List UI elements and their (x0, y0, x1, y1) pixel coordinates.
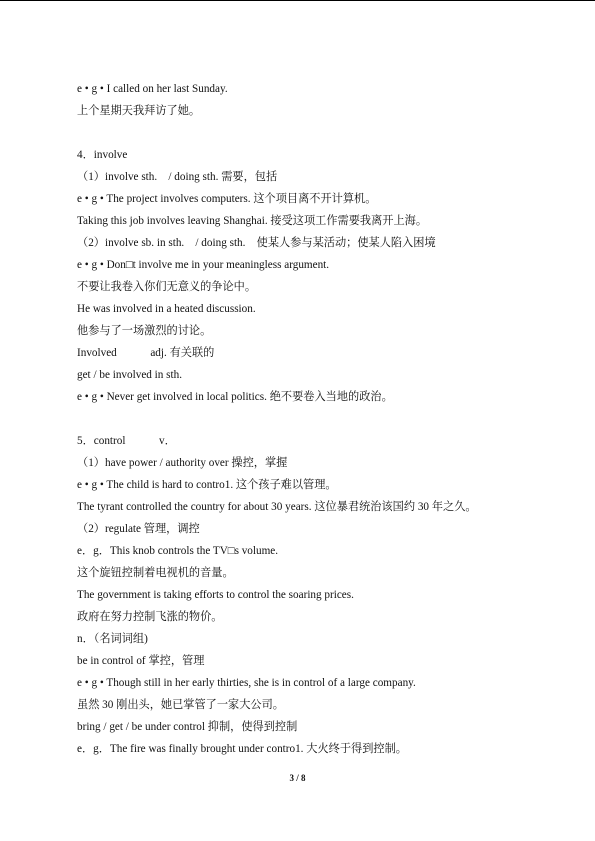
translation-line: 这个旋钮控制着电视机的音量。 (77, 567, 234, 579)
translation-line: 不要让我卷入你们无意义的争论中。 (77, 281, 257, 293)
section-gap (77, 408, 547, 430)
section-heading-control: 5．control v． (77, 435, 176, 447)
translation-line: 他参与了一场激烈的讨论。 (77, 325, 212, 337)
page-top-border (0, 0, 595, 1)
example-line: The government is taking efforts to control the soaring prices. (77, 589, 354, 601)
section-heading-involve: 4．involve (77, 149, 128, 161)
word-form-line: n．（名词词组) (77, 633, 148, 645)
example-line: Taking this job involves leaving Shanghai. 接受这项工作需要我离开上海。 (77, 215, 428, 227)
example-line: e • g • I called on her last Sunday. (77, 83, 228, 95)
example-line: e • g • Never get involved in local politics. 绝不要卷入当地的政治。 (77, 391, 393, 403)
translation-line: 上个星期天我拜访了她。 (77, 105, 201, 117)
sense-line: （1）involve sth. / doing sth. 需要，包括 (77, 171, 278, 183)
section-gap (77, 122, 547, 144)
example-line: e • g • The project involves computers. 这个项目离不开计算机。 (77, 193, 377, 205)
phrase-line: be in control of 掌控，管理 (77, 655, 205, 667)
sense-line: （2）involve sb. in sth. / doing sth. 使某人参与某活动；使某人陷入困境 (77, 237, 436, 249)
example-line: e • g • Don□t involve me in your meaningless argument. (77, 259, 330, 271)
phrase-line: bring / get / be under control 抑制，使得到控制 (77, 721, 298, 733)
example-line: The tyrant controlled the country for about 30 years. 这位暴君统治该国约 30 年之久。 (77, 501, 477, 513)
example-line: e．g．This knob controls the TV□s volume. (77, 545, 279, 557)
example-line: e．g．The fire was finally brought under contro1. 大火终于得到控制。 (77, 743, 407, 755)
translation-line: 政府在努力控制飞涨的物价。 (77, 611, 223, 623)
example-line: He was involved in a heated discussion. (77, 303, 256, 315)
document-body (77, 78, 547, 760)
example-line: e • g • The child is hard to contro1. 这个孩子难以管理。 (77, 479, 337, 491)
translation-line: 虽然 30 刚出头，她已掌管了一家大公司。 (77, 699, 284, 711)
page-number: 3 / 8 (289, 773, 306, 783)
phrase-line: get / be involved in sth. (77, 369, 183, 381)
example-line: e • g • Though still in her early thirties, she is in control of a large company. (77, 677, 416, 689)
word-form-line: Involved adj. 有关联的 (77, 347, 215, 359)
sense-line: （2）regulate 管理，调控 (77, 523, 200, 535)
sense-line: （1）have power / authority over 操控，掌握 (77, 457, 288, 469)
